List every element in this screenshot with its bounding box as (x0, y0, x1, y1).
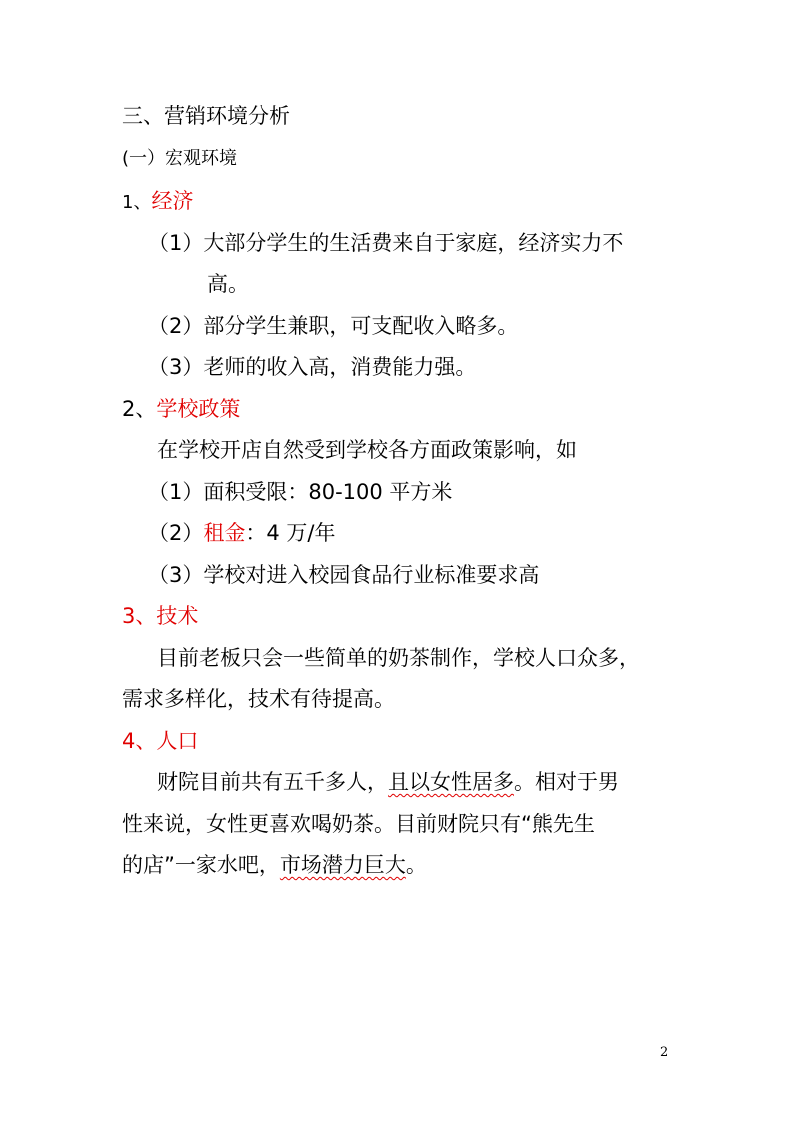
population-highlight-female-majority: 且以女性居多 (388, 770, 514, 794)
policy-heading-text: 学校政策 (156, 397, 241, 421)
policy-intro: 在学校开店自然受到学校各方面政策影响，如 (157, 438, 577, 462)
population-text-c: 。相对于男 (514, 770, 619, 794)
population-text-a: 财院目前共有五千多人， (157, 770, 388, 794)
economy-item-1: （1）大部分学生的生活费来自于家庭，经济实力不 (148, 231, 624, 255)
population-paragraph-line-1 (157, 772, 619, 793)
policy-item-2 (148, 523, 336, 544)
economy-heading-text: 经济 (151, 189, 194, 213)
policy-item-1: （1）面积受限：80-100 平方米 (148, 480, 453, 504)
economy-item-2: （2）部分学生兼职，可支配收入略多。 (148, 314, 519, 338)
economy-heading-number: 1、 (122, 192, 152, 213)
page-number: 2 (660, 1045, 669, 1060)
population-text-line3-a: 的店”一家水吧， (122, 853, 280, 877)
technology-paragraph-line-1: 目前老板只会一些简单的奶茶制作，学校人口众多， (157, 646, 640, 670)
population-paragraph-line-2: 性来说，女性更喜欢喝奶茶。目前财院只有“熊先生 (122, 812, 595, 836)
population-highlight-market-potential: 市场潜力巨大 (279, 853, 406, 877)
population-heading: 4、人口 (122, 729, 199, 753)
economy-item-3: （3）老师的收入高，消费能力强。 (148, 355, 477, 379)
technology-paragraph-line-2: 需求多样化，技术有待提高。 (122, 687, 395, 711)
policy-item-2-rest: ：4 万/年 (245, 521, 336, 545)
population-text-line3-c: 。 (405, 853, 427, 877)
policy-heading-number: 2、 (122, 397, 157, 421)
technology-heading: 3、技术 (122, 604, 199, 628)
subsection-title: (一）宏观环境 (122, 148, 238, 169)
economy-item-1-continued: 高。 (207, 272, 249, 296)
policy-item-3: （3）学校对进入校园食品行业标准要求高 (148, 563, 540, 587)
economy-heading (122, 191, 193, 212)
policy-heading (122, 399, 240, 420)
policy-item-2-prefix: （2） (148, 521, 204, 545)
policy-item-2-keyword: 租金 (203, 521, 246, 545)
population-paragraph-line-3 (122, 855, 427, 876)
section-title: 三、营销环境分析 (122, 104, 290, 128)
